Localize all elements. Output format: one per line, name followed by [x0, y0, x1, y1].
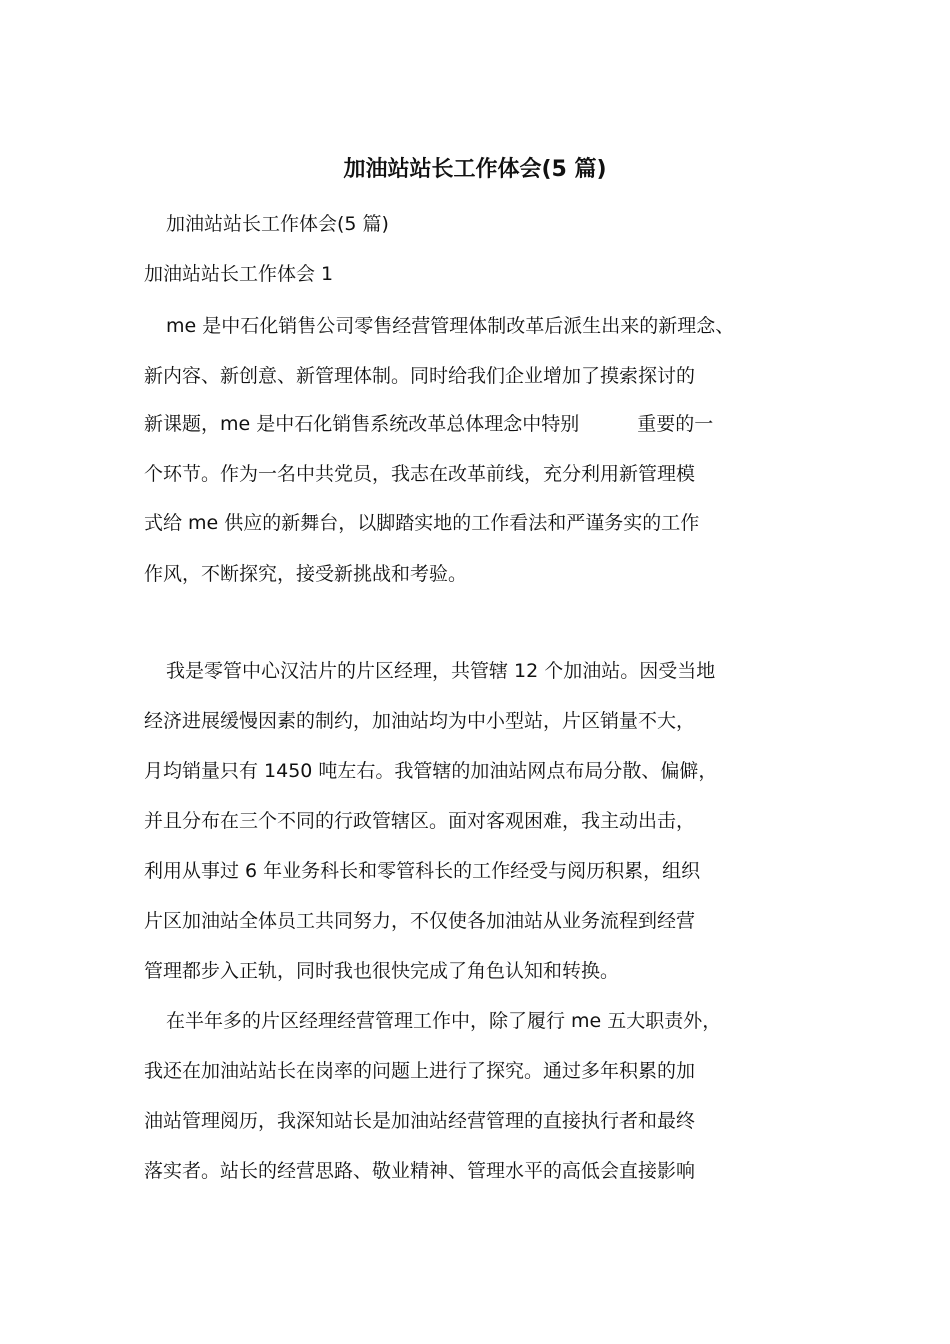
- paragraph-1-line: 式给 me 供应的新舞台，以脚踏实地的工作看法和严谨务实的工作: [144, 512, 700, 534]
- paragraph-1-line-part: 重要的一: [637, 413, 714, 435]
- paragraph-1-line-part: 新课题，me 是中石化销售系统改革总体理念中特别: [144, 413, 580, 435]
- paragraph-3-line: 油站管理阅历，我深知站长是加油站经营管理的直接执行者和最终: [144, 1110, 696, 1132]
- paragraph-3-line: 落实者。站长的经营思路、敬业精神、管理水平的高低会直接影响: [144, 1160, 696, 1182]
- paragraph-1-line: 个环节。作为一名中共党员，我志在改革前线，充分利用新管理模: [144, 463, 696, 485]
- paragraph-3-line: 我还在加油站站长在岗率的问题上进行了探究。通过多年积累的加: [144, 1060, 696, 1082]
- paragraph-1-line: me 是中石化销售公司零售经营管理体制改革后派生出来的新理念、: [166, 315, 735, 337]
- document-subtitle: 加油站站长工作体会(5 篇): [166, 213, 389, 235]
- paragraph-2-line: 管理都步入正轨，同时我也很快完成了角色认知和转换。: [144, 960, 620, 982]
- paragraph-1-line: [144, 408, 713, 440]
- paragraph-2-line: 利用从事过 6 年业务科长和零管科长的工作经受与阅历积累，组织: [144, 860, 701, 882]
- paragraph-1-line: 新内容、新创意、新管理体制。同时给我们企业增加了摸索探讨的: [144, 365, 696, 387]
- document-title: 加油站站长工作体会(5 篇): [343, 157, 607, 182]
- paragraph-2-line: 我是零管中心汉沽片的片区经理，共管辖 12 个加油站。因受当地: [166, 660, 716, 682]
- paragraph-1-line: 作风，不断探究，接受新挑战和考验。: [144, 563, 468, 585]
- section-heading: 加油站站长工作体会 1: [144, 263, 334, 285]
- paragraph-3-line: 在半年多的片区经理经营管理工作中，除了履行 me 五大职责外，: [166, 1010, 722, 1032]
- paragraph-2-line: 经济进展缓慢因素的制约，加油站均为中小型站，片区销量不大，: [144, 710, 696, 732]
- paragraph-2-line: 并且分布在三个不同的行政管辖区。面对客观困难，我主动出击，: [144, 810, 696, 832]
- paragraph-2-line: 片区加油站全体员工共同努力，不仅使各加油站从业务流程到经营: [144, 910, 696, 932]
- paragraph-2-line: 月均销量只有 1450 吨左右。我管辖的加油站网点布局分散、偏僻，: [144, 760, 718, 782]
